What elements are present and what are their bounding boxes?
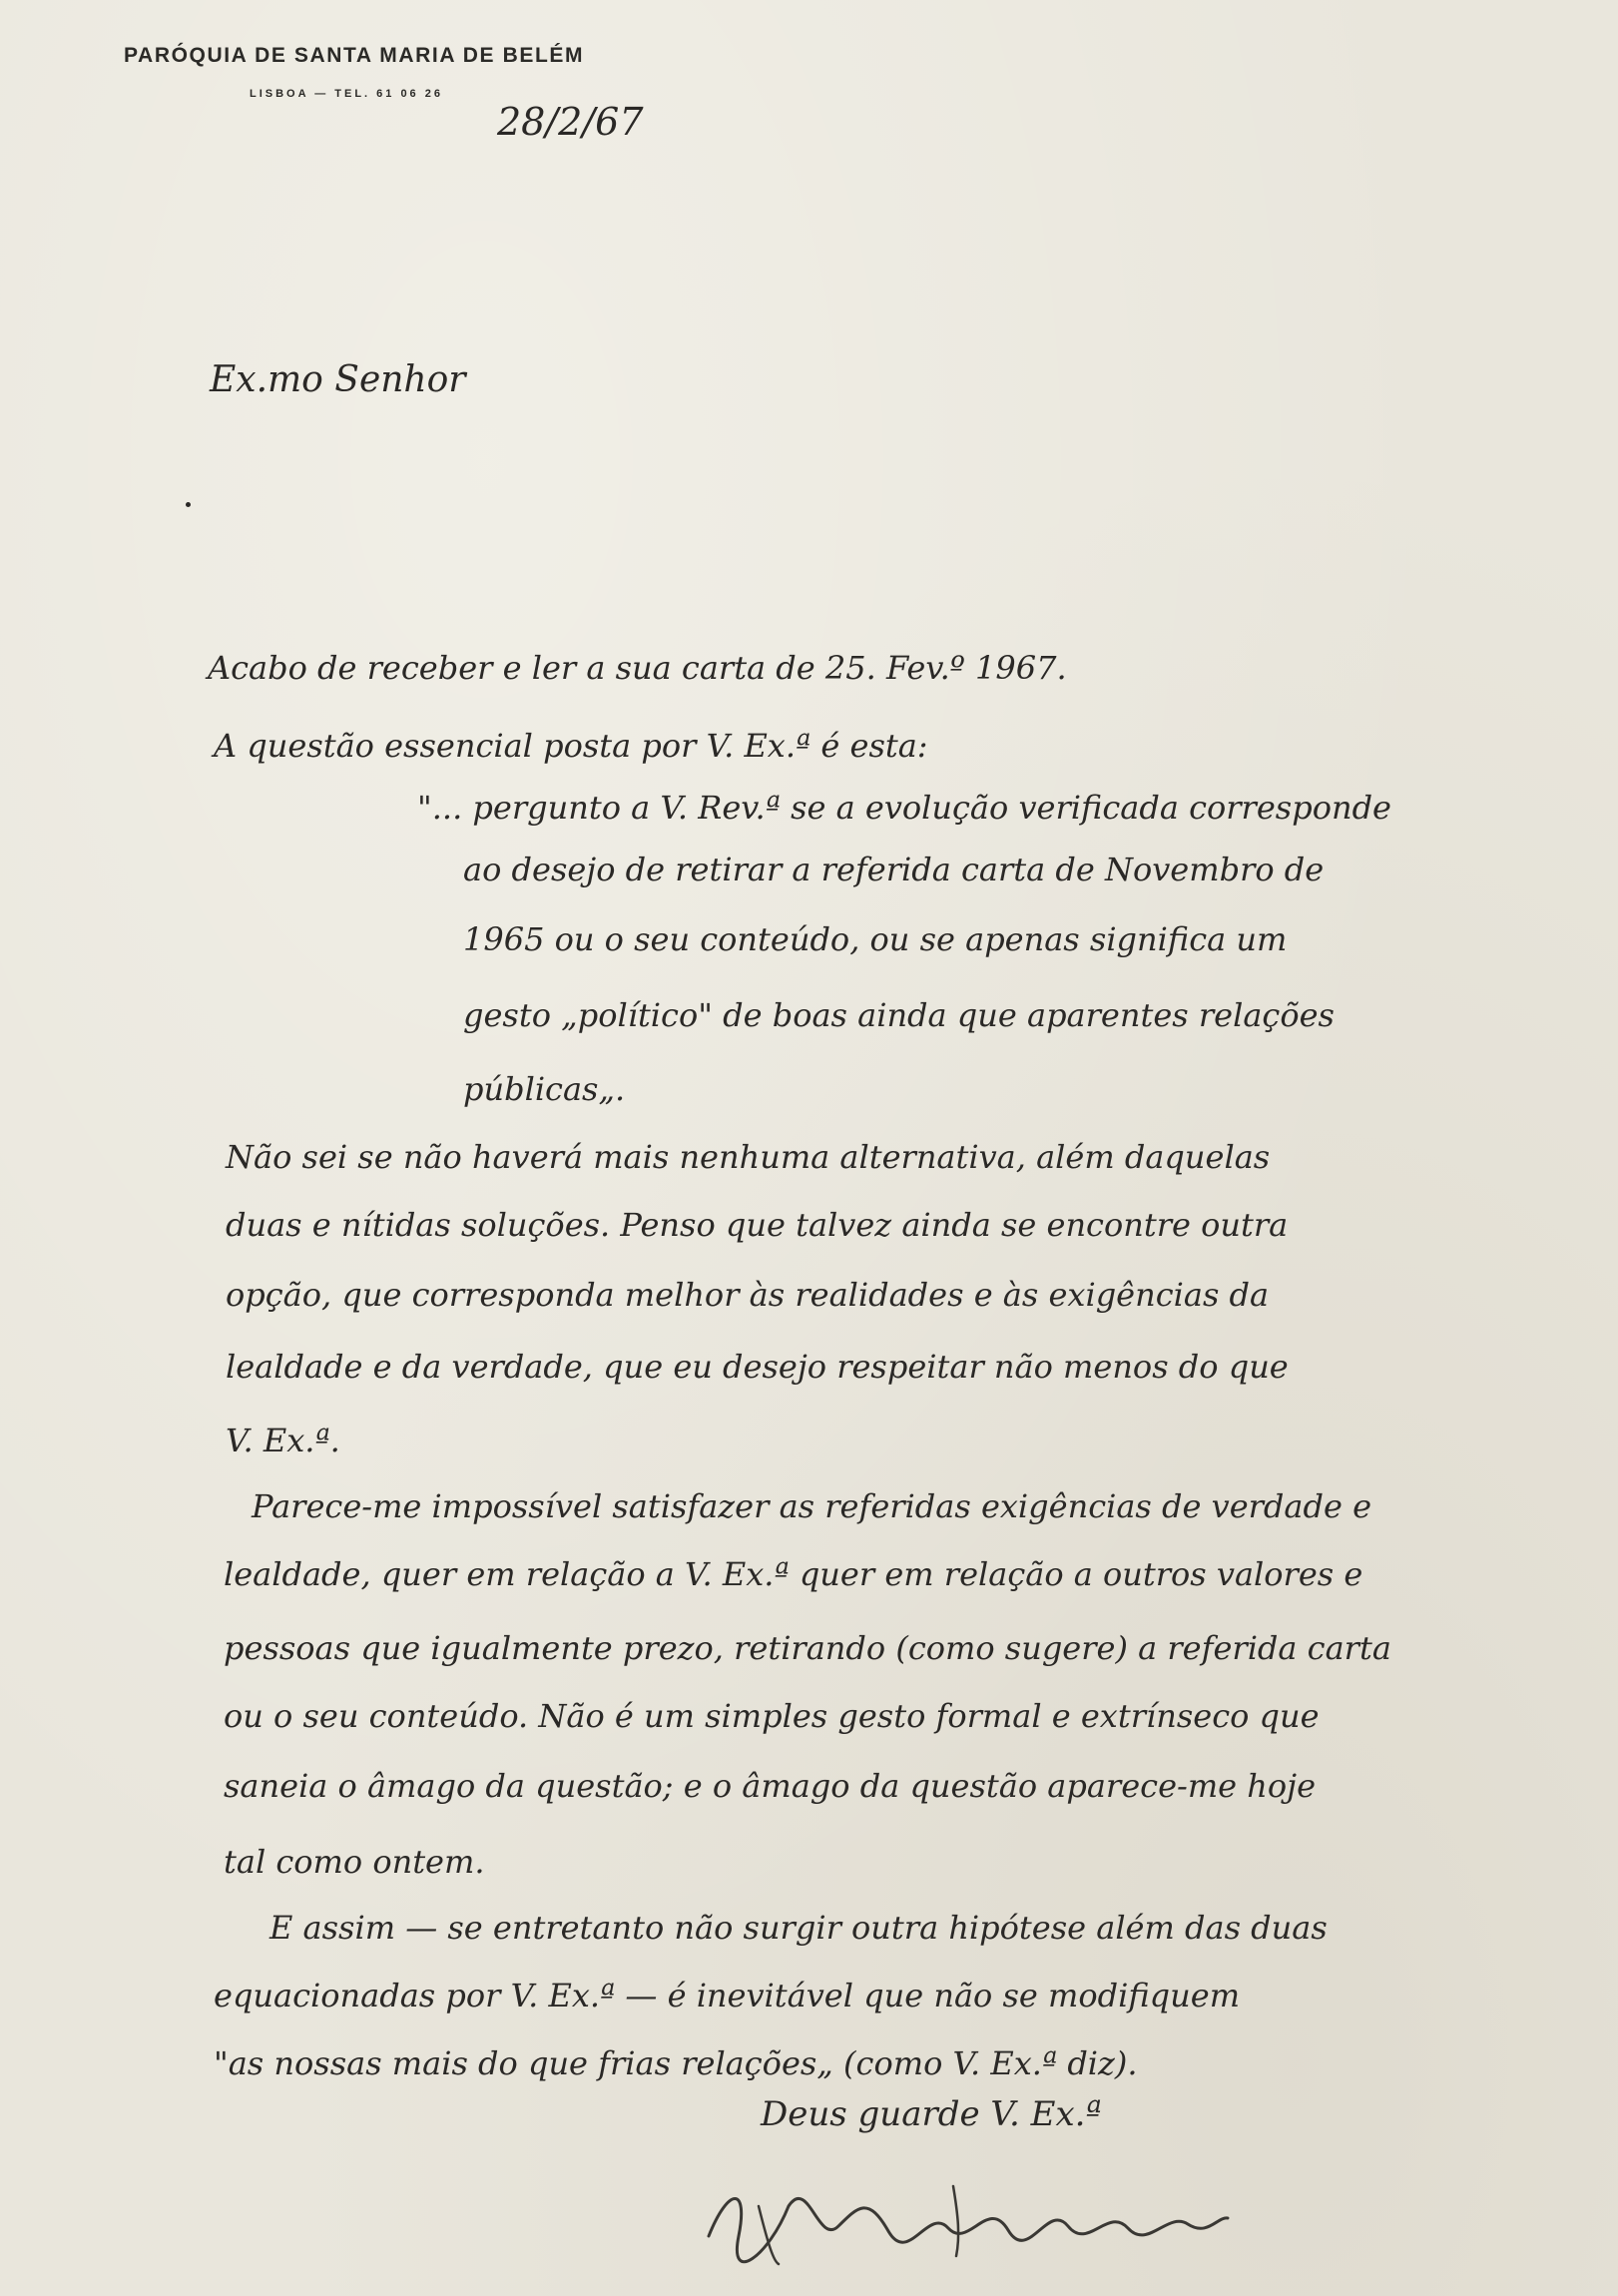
handwritten-signature-image xyxy=(699,2166,1238,2266)
body-line: equacionadas por V. Ex.ª — é inevitável que não se modifiquem xyxy=(214,1977,1241,2014)
body-line: duas e nítidas soluções. Penso que talvez ainda se encontre outra xyxy=(226,1206,1289,1244)
body-line: A questão essencial posta por V. Ex.ª é esta: xyxy=(214,727,928,765)
quote-line: "... pergunto a V. Rev.ª se a evolução verificada corresponde xyxy=(417,789,1391,827)
letterhead-parish-name: PARÓQUIA DE SANTA MARIA DE BELÉM xyxy=(124,44,585,67)
body-line: V. Ex.ª. xyxy=(226,1422,340,1459)
body-line: pessoas que igualmente prezo, retirando (como sugere) a referida carta xyxy=(224,1629,1391,1667)
quote-line: públicas„. xyxy=(463,1070,626,1108)
body-line: ou o seu conteúdo. Não é um simples gesto formal e extrínseco que xyxy=(224,1697,1320,1735)
quote-line: 1965 ou o seu conteúdo, ou se apenas significa um xyxy=(463,920,1288,958)
body-line: lealdade, quer em relação a V. Ex.ª quer em relação a outros valores e xyxy=(224,1555,1363,1593)
body-line: "as nossas mais do que frias relações„ (como V. Ex.ª diz). xyxy=(214,2044,1138,2082)
closing-line: Deus guarde V. Ex.ª xyxy=(761,2094,1102,2134)
body-line: Parece-me impossível satisfazer as referidas exigências de verdade e xyxy=(252,1487,1372,1525)
letterhead-address-phone: LISBOA — TEL. 61 06 26 xyxy=(250,88,443,100)
ink-dot xyxy=(186,502,191,507)
body-line: Não sei se não haverá mais nenhuma alternativa, além daquelas xyxy=(226,1138,1271,1176)
body-line: opção, que corresponda melhor às realidades e às exigências da xyxy=(226,1276,1270,1314)
salutation: Ex.mo Senhor xyxy=(210,359,466,400)
body-line: Acabo de receber e ler a sua carta de 25. Fev.º 1967. xyxy=(208,649,1067,687)
quote-line: gesto „político" de boas ainda que aparentes relações xyxy=(463,996,1335,1034)
letter-date: 28/2/67 xyxy=(497,100,644,144)
body-line: E assim — se entretanto não surgir outra hipótese além das duas xyxy=(270,1909,1328,1947)
body-line: lealdade e da verdade, que eu desejo respeitar não menos do que xyxy=(226,1348,1289,1386)
quote-line: ao desejo de retirar a referida carta de Novembro de xyxy=(463,851,1325,888)
body-line: tal como ontem. xyxy=(224,1843,485,1881)
body-line: saneia o âmago da questão; e o âmago da questão aparece-me hoje xyxy=(224,1767,1316,1805)
